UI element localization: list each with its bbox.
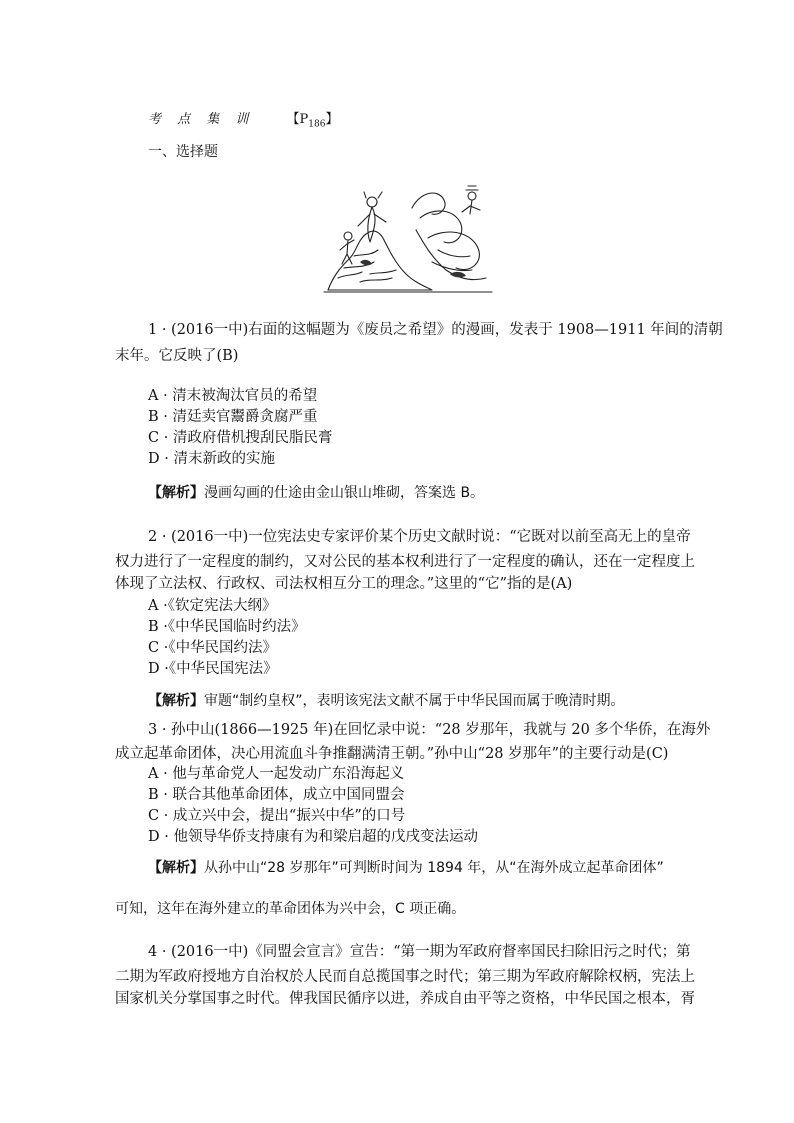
page-header [148, 108, 339, 130]
question-text: 二期为军政府授地方自治权於人民而自总揽国事之时代；第三期为军政府解除权柄，宪法上 [115, 969, 695, 985]
question-text: 国家机关分掌国事之时代。俾我国民循序以进，养成自由平等之资格，中华民国之根本，胥 [115, 991, 695, 1007]
question-text: 权力进行了一定程度的制约，又对公民的基本权利进行了一定程度的确认，还在一定程度上 [115, 554, 695, 570]
question-text: 4 · (2016一中)《同盟会宣言》宣告：“第一期为军政府督率国民扫除旧污之时代；第 [148, 944, 691, 960]
option-a: A · 清末被淘汰官员的希望 [148, 388, 318, 404]
option-b: B · 清廷卖官鬻爵贪腐严重 [148, 409, 318, 425]
answer-explanation-2 [148, 690, 625, 710]
jiexi-text: 审题“制约皇权”，表明该宪法文献不属于中华民国而属于晚清时期。 [204, 693, 625, 709]
section-title: 一、选择题 [148, 144, 218, 160]
option-c: C ·《中华民国约法》 [148, 640, 278, 656]
question-text: 1 · (2016一中)右面的这幅题为《废员之希望》的漫画，发表于 1908—1911 年间的清朝 [148, 322, 723, 338]
jiexi-text: 从孙中山“28 岁那年”可判断时间为 1894 年，从“在海外成立起革命团体” [204, 860, 664, 876]
question-4-cont [115, 966, 695, 1010]
option-b: B · 联合其他革命团体，成立中国同盟会 [148, 787, 405, 803]
question-1 [148, 319, 723, 341]
question-4 [148, 941, 691, 963]
answer-explanation-3-cont [115, 898, 465, 918]
jiexi-text: 漫画勾画的仕途由金山银山堆砌，答案选 B。 [204, 485, 485, 501]
question-text: 成立起革命团体，决心用流血斗争推翻满清王朝。”孙中山“28 岁那年”的主要行动是(C) [115, 746, 669, 762]
jiexi-label: 【解析】 [148, 485, 204, 501]
answer-explanation-1 [148, 482, 484, 502]
cartoon-illustration [320, 178, 496, 298]
question-3-options [148, 764, 478, 848]
question-text: 3 · 孙中山(1866—1925 年)在回忆录中说：“28 岁那年，我就与 20 多个华侨，在海外 [148, 722, 711, 738]
answer-explanation-3 [148, 857, 664, 877]
option-d: D ·《中华民国宪法》 [148, 661, 278, 677]
question-3-cont [115, 743, 668, 765]
jiexi-label: 【解析】 [148, 860, 204, 876]
jiexi-label: 【解析】 [148, 693, 204, 709]
question-1-options [148, 386, 332, 470]
question-2-options [148, 596, 306, 680]
question-2 [148, 526, 691, 548]
page-reference: 【$P_{186}$】 [286, 112, 339, 130]
option-d: D · 他领导华侨支持康有为和梁启超的戊戌变法运动 [148, 829, 478, 845]
option-b: B ·《中华民国临时约法》 [148, 619, 306, 635]
kaodian-label: 考 点 集 训 [148, 112, 255, 127]
question-text: 末年。它反映了(B) [115, 348, 239, 364]
option-d: D · 清末新政的实施 [148, 451, 275, 467]
option-a: A · 他与革命党人一起发动广东沿海起义 [148, 766, 405, 782]
question-2-cont [115, 551, 695, 595]
jiexi-text: 可知，这年在海外建立的革命团体为兴中会，C 项正确。 [115, 901, 466, 917]
question-text: 2 · (2016一中)一位宪法史专家评价某个历史文献时说：“它既对以前至高无上的皇帝 [148, 529, 691, 545]
option-c: C · 成立兴中会，提出“振兴中华”的口号 [148, 808, 406, 824]
question-1-cont [115, 345, 238, 367]
question-text: 体现了立法权、行政权、司法权相互分工的理念。”这里的“它”指的是(A) [115, 576, 573, 592]
option-a: A ·《钦定宪法大纲》 [148, 598, 277, 614]
option-c: C · 清政府借机搜刮民脂民膏 [148, 430, 333, 446]
question-3 [148, 719, 710, 741]
